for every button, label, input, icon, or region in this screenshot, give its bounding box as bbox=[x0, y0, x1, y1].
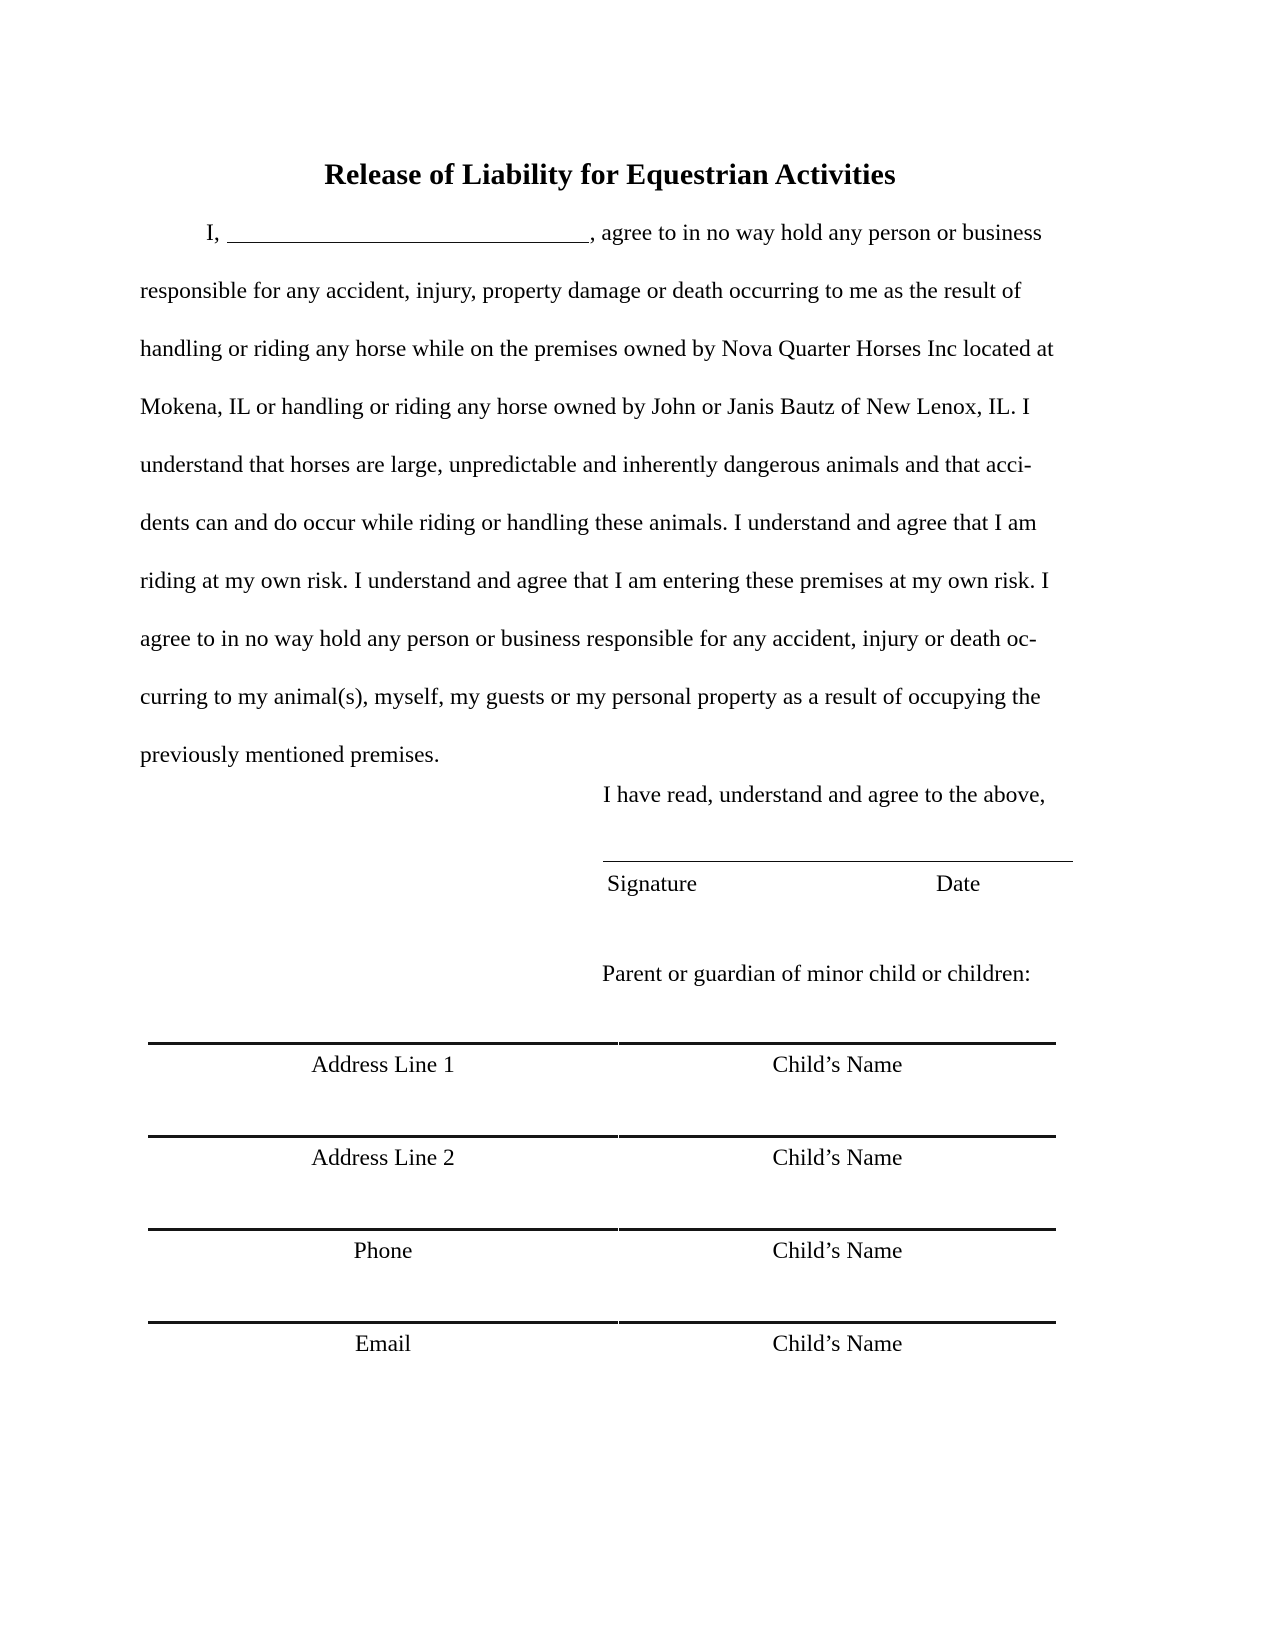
signature-caption: Signature bbox=[607, 871, 698, 897]
field-label: Address Line 2 bbox=[311, 1145, 455, 1171]
guardian-statement: Parent or guardian of minor child or children: bbox=[602, 961, 1031, 987]
field-child-name-4[interactable] bbox=[619, 1321, 1056, 1358]
field-rule[interactable] bbox=[148, 1321, 618, 1324]
field-rule[interactable] bbox=[148, 1228, 618, 1231]
body-line-pre: understand that horses are large, unpredictable and inherently dangerous animals and that acci- bbox=[140, 452, 1032, 478]
field-child-name-3[interactable] bbox=[619, 1228, 1056, 1265]
body-line-pre: responsible for any accident, injury, property damage or death occurring to me as the result of bbox=[140, 278, 1022, 304]
field-rule[interactable] bbox=[148, 1042, 618, 1045]
body-line-pre: I, bbox=[206, 220, 220, 246]
field-child-name-2[interactable] bbox=[619, 1135, 1056, 1172]
agreement-statement: I have read, understand and agree to the above, bbox=[603, 782, 1046, 808]
field-address-line-2[interactable] bbox=[148, 1135, 618, 1172]
page-title: Release of Liability for Equestrian Activities bbox=[324, 158, 896, 192]
field-label: Phone bbox=[353, 1238, 413, 1264]
field-label: Address Line 1 bbox=[311, 1052, 455, 1078]
field-address-line-1[interactable] bbox=[148, 1042, 618, 1079]
body-line-pre: Mokena, IL or handling or riding any horse owned by John or Janis Bautz of New Lenox, IL. I bbox=[140, 394, 1030, 420]
field-rule[interactable] bbox=[619, 1228, 1056, 1231]
field-rule[interactable] bbox=[619, 1042, 1056, 1045]
field-rule[interactable] bbox=[619, 1321, 1056, 1324]
body-line-pre: curring to my animal(s), myself, my guests or my personal property as a result of occupying the bbox=[140, 684, 1041, 710]
field-label: Child’s Name bbox=[772, 1145, 903, 1171]
body-line-pre: riding at my own risk. I understand and agree that I am entering these premises at my own risk. I bbox=[140, 568, 1050, 594]
field-rule[interactable] bbox=[619, 1135, 1056, 1138]
field-label: Child’s Name bbox=[772, 1238, 903, 1264]
date-caption: Date bbox=[936, 871, 981, 897]
body-line-pre: dents can and do occur while riding or handling these animals. I understand and agree that I am bbox=[140, 510, 1037, 536]
field-child-name-1[interactable] bbox=[619, 1042, 1056, 1079]
field-label: Child’s Name bbox=[772, 1052, 903, 1078]
field-rule[interactable] bbox=[148, 1135, 618, 1138]
field-email[interactable] bbox=[148, 1321, 618, 1358]
body-line-post: , agree to in no way hold any person or business bbox=[589, 220, 1042, 246]
body-line-pre: previously mentioned premises. bbox=[140, 742, 440, 768]
field-phone[interactable] bbox=[148, 1228, 618, 1265]
body-line-pre: agree to in no way hold any person or business responsible for any accident, injury or death oc- bbox=[140, 626, 1037, 652]
field-label: Child’s Name bbox=[772, 1331, 903, 1357]
field-label: Email bbox=[354, 1331, 412, 1357]
body-line-pre: handling or riding any horse while on the premises owned by Nova Quarter Horses Inc located at bbox=[140, 336, 1054, 362]
